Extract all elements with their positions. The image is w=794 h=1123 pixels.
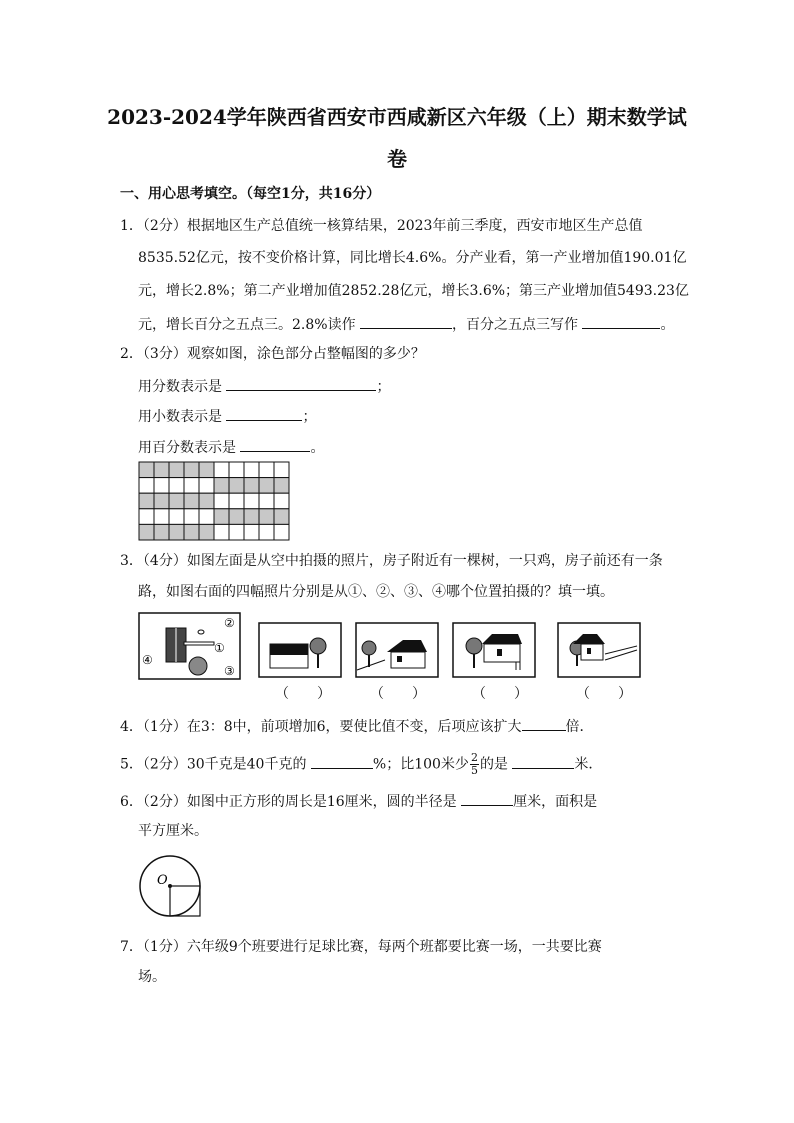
grid-cell-shaded xyxy=(244,478,259,494)
grid-cell-shaded xyxy=(199,493,214,509)
q2-punct: ； xyxy=(376,379,391,395)
photo-b-figure xyxy=(355,622,439,678)
grid-cell xyxy=(214,524,229,540)
grid-cell-shaded xyxy=(184,462,199,478)
grid-cell-shaded xyxy=(154,493,169,509)
q5-text-d: 米． xyxy=(574,756,603,773)
q5-text-c: 的是 xyxy=(479,756,508,773)
grid-cell-shaded xyxy=(169,524,184,540)
grid-cell-shaded xyxy=(199,524,214,540)
grid-cell xyxy=(169,509,184,525)
page-title: 2023-2024学年陕西省西安市西咸新区六年级（上）期末数学试 xyxy=(107,105,687,129)
q6-line2: 平方厘米。 xyxy=(138,823,208,839)
q1-text-c: 。 xyxy=(660,317,675,333)
aerial-photo-figure xyxy=(138,612,242,680)
position-2-label xyxy=(224,616,235,630)
svg-text:①: ① xyxy=(214,641,225,655)
grid-cell-shaded xyxy=(244,509,259,525)
grid-cell xyxy=(244,493,259,509)
grid-cell-shaded xyxy=(229,509,244,525)
photo-c-figure xyxy=(452,622,536,678)
q5-answer-blank-2[interactable] xyxy=(512,753,574,769)
q3-line2: 路，如图右面的四幅照片分别是从①、②、③、④哪个位置拍摄的？填一填。 xyxy=(138,584,614,600)
q1-text-a: 元，增长百分之五点三。2.8%读作 xyxy=(138,317,356,333)
q7-line2: 场。 xyxy=(138,969,166,985)
q5-line xyxy=(120,752,602,777)
grid-cell-shaded xyxy=(259,478,274,494)
grid-cell-shaded xyxy=(274,478,289,494)
svg-text:③: ③ xyxy=(224,664,235,678)
photo-c-answer[interactable]: （ ） xyxy=(472,686,528,702)
section-heading: 一、用心思考填空。（每空1分，共16分） xyxy=(120,186,381,202)
q1-line3: 元，增长2.8%；第二产业增加值2852.28亿元，增长3.6%；第三产业增加值5493.23亿 xyxy=(138,283,689,299)
grid-cell xyxy=(154,478,169,494)
q1-answer-blank-1[interactable] xyxy=(360,313,452,329)
svg-text:O: O xyxy=(157,873,168,888)
grid-cell-shaded xyxy=(214,478,229,494)
grid-cell xyxy=(169,478,184,494)
q2-decimal-line xyxy=(138,405,316,427)
q1-line1: 1．（2分）根据地区生产总值统一核算结果，2023年前三季度，西安市地区生产总值 xyxy=(120,218,643,234)
q7-line1: 7．（1分）六年级9个班要进行足球比赛，每两个班都要比赛一场，一共要比赛 xyxy=(120,939,602,955)
q2-punct: 。 xyxy=(310,440,325,456)
q2-percent-line xyxy=(138,436,324,458)
grid-cell xyxy=(199,478,214,494)
q5-text-b: %；比100米少 xyxy=(372,756,469,773)
circle-square-figure xyxy=(136,854,206,920)
fraction-numerator: 2 xyxy=(470,751,478,764)
svg-text:④: ④ xyxy=(142,653,153,667)
q2-label-decimal: 用小数表示是 xyxy=(138,409,222,425)
q1-line2: 8535.52亿元，按不变价格计算，同比增长4.6%。分产业看，第一产业增加值190.01亿 xyxy=(138,250,687,266)
q6-line1 xyxy=(120,790,597,812)
grid-cell xyxy=(274,493,289,509)
q5-answer-blank-1[interactable] xyxy=(311,753,373,769)
grid-cell-shaded xyxy=(214,509,229,525)
q5-fraction xyxy=(470,752,479,777)
q2-percent-blank[interactable] xyxy=(240,436,310,452)
q1-text-b: ，百分之五点三写作 xyxy=(452,317,579,333)
grid-cell xyxy=(259,493,274,509)
q6-text-b: 厘米，面积是 xyxy=(513,794,598,810)
q2-decimal-blank[interactable] xyxy=(226,405,302,421)
grid-cell xyxy=(214,462,229,478)
grid-cell xyxy=(184,478,199,494)
q1-line4 xyxy=(138,313,674,335)
q3-line1: 3．（4分）如图左面是从空中拍摄的照片，房子附近有一棵树，一只鸡，房子前还有一条 xyxy=(120,553,663,569)
photo-a-answer[interactable]: （ ） xyxy=(275,686,331,702)
q1-answer-blank-2[interactable] xyxy=(582,313,660,329)
grid-cell-shaded xyxy=(199,462,214,478)
grid-cell-shaded xyxy=(229,478,244,494)
photo-d-answer[interactable]: （ ） xyxy=(576,686,632,702)
q2-label-percent: 用百分数表示是 xyxy=(138,440,236,456)
photo-d-figure xyxy=(557,622,641,678)
grid-cell xyxy=(259,462,274,478)
shaded-grid-figure xyxy=(138,461,292,541)
grid-cell-shaded xyxy=(169,493,184,509)
q2-label-fraction: 用分数表示是 xyxy=(138,379,222,395)
q6-text-a: 6．（2分）如图中正方形的周长是16厘米，圆的半径是 xyxy=(120,794,457,810)
q6-answer-blank-1[interactable] xyxy=(461,790,513,806)
page-title-cont: 卷 xyxy=(387,147,407,171)
grid-cell-shaded xyxy=(274,509,289,525)
q2-punct: ； xyxy=(302,409,317,425)
grid-cell xyxy=(139,478,154,494)
position-3-label xyxy=(224,664,235,678)
q5-text-a: 5．（2分）30千克是40千克的 xyxy=(120,756,307,773)
q2-fraction-line xyxy=(138,375,390,397)
q4-text-a: 4．（1分）在3：8中，前项增加6，要使比值不变，后项应该扩大 xyxy=(120,719,522,735)
svg-text:②: ② xyxy=(224,616,235,630)
grid-cell-shaded xyxy=(139,462,154,478)
grid-cell xyxy=(139,509,154,525)
grid-cell-shaded xyxy=(139,524,154,540)
grid-cell xyxy=(274,524,289,540)
grid-cell xyxy=(259,524,274,540)
grid-cell-shaded xyxy=(184,493,199,509)
position-4-label xyxy=(142,653,153,667)
q2-stem: 2．（3分）观察如图，涂色部分占整幅图的多少？ xyxy=(120,346,425,362)
grid-cell-shaded xyxy=(169,462,184,478)
grid-cell-shaded xyxy=(154,462,169,478)
grid-cell xyxy=(154,509,169,525)
grid-cell xyxy=(229,493,244,509)
grid-cell xyxy=(244,524,259,540)
grid-cell xyxy=(229,462,244,478)
center-label xyxy=(157,873,168,888)
grid-cell-shaded xyxy=(259,509,274,525)
fraction-denominator: 5 xyxy=(470,764,478,777)
grid-cell xyxy=(184,509,199,525)
grid-cell xyxy=(244,462,259,478)
grid-cell-shaded xyxy=(184,524,199,540)
q2-fraction-blank[interactable] xyxy=(226,375,376,391)
grid-cell xyxy=(199,509,214,525)
photo-a-figure xyxy=(258,622,342,678)
q4-answer-blank[interactable] xyxy=(522,715,566,731)
grid-cell xyxy=(274,462,289,478)
grid-cell xyxy=(214,493,229,509)
photo-b-answer[interactable]: （ ） xyxy=(370,686,426,702)
grid-cell xyxy=(229,524,244,540)
q4-text-b: 倍． xyxy=(565,719,594,735)
position-1-label xyxy=(214,641,225,655)
grid-cell-shaded xyxy=(139,493,154,509)
grid-cell-shaded xyxy=(154,524,169,540)
q4-line xyxy=(120,715,594,737)
